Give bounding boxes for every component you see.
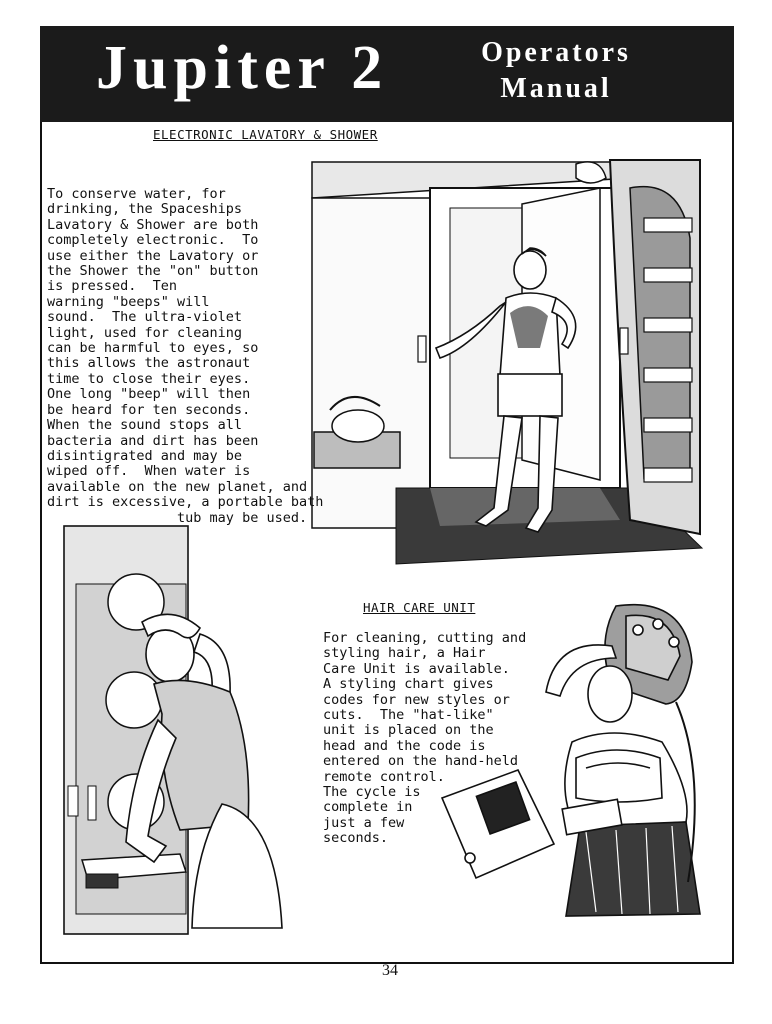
text-line: Lavatory & Shower are both: [47, 216, 259, 233]
text-line: wiped off. When water is: [47, 463, 251, 480]
text-line: The cycle is: [323, 784, 421, 801]
text-line: is pressed. Ten: [47, 278, 178, 295]
text-line: When the sound stops all: [47, 417, 243, 434]
text-line: tub may be used.: [47, 509, 308, 526]
hair-care-illustration: [436, 592, 726, 922]
text-line: warning "beeps" will: [47, 293, 210, 310]
subtitle-manual: Manual: [500, 73, 612, 104]
text-line: head and the code is: [323, 737, 486, 754]
subtitle-operators: Operators: [481, 37, 631, 68]
text-line: completely electronic. To: [47, 232, 259, 249]
text-line: A styling chart gives: [323, 676, 494, 693]
text-line: styling hair, a Hair: [323, 645, 486, 662]
text-line: remote control.: [323, 768, 445, 785]
text-line: unit is placed on the: [323, 722, 494, 739]
text-line: time to close their eyes.: [47, 370, 251, 387]
text-line: seconds.: [323, 830, 389, 847]
section-heading-lavatory: ELECTRONIC LAVATORY & SHOWER: [153, 127, 378, 142]
text-line: For cleaning, cutting and: [323, 630, 527, 646]
lavatory-description: [47, 187, 323, 526]
text-line: light, used for cleaning: [47, 324, 243, 341]
text-line: To conserve water, for: [47, 186, 226, 202]
text-line: the Shower the "on" button: [47, 263, 259, 280]
page-number: 34: [382, 962, 398, 979]
text-line: this allows the astronaut: [47, 355, 251, 372]
text-line: One long "beep" will then: [47, 386, 251, 403]
text-line: bacteria and dirt has been: [47, 432, 259, 449]
text-line: disintigrated and may be: [47, 447, 243, 464]
text-line: Care Unit is available.: [323, 660, 510, 677]
text-line: just a few: [323, 814, 405, 831]
shower-illustration: [300, 148, 706, 574]
text-line: cuts. The "hat-like": [323, 707, 494, 724]
text-line: dirt is excessive, a portable bath: [47, 494, 324, 511]
text-line: entered on the hand-held: [323, 753, 519, 770]
text-line: drinking, the Spaceships: [47, 201, 243, 218]
manual-title: Jupiter 2: [96, 34, 389, 102]
text-line: complete in: [323, 799, 413, 816]
lavatory-illustration: [62, 524, 292, 944]
text-line: available on the new planet, and: [47, 478, 308, 495]
text-line: be heard for ten seconds.: [47, 401, 251, 418]
text-line: sound. The ultra-violet: [47, 309, 243, 326]
section-heading-hair-care: HAIR CARE UNIT: [363, 600, 476, 615]
text-line: can be harmful to eyes, so: [47, 340, 259, 357]
text-line: use either the Lavatory or: [47, 247, 259, 264]
text-line: codes for new styles or: [323, 691, 510, 708]
